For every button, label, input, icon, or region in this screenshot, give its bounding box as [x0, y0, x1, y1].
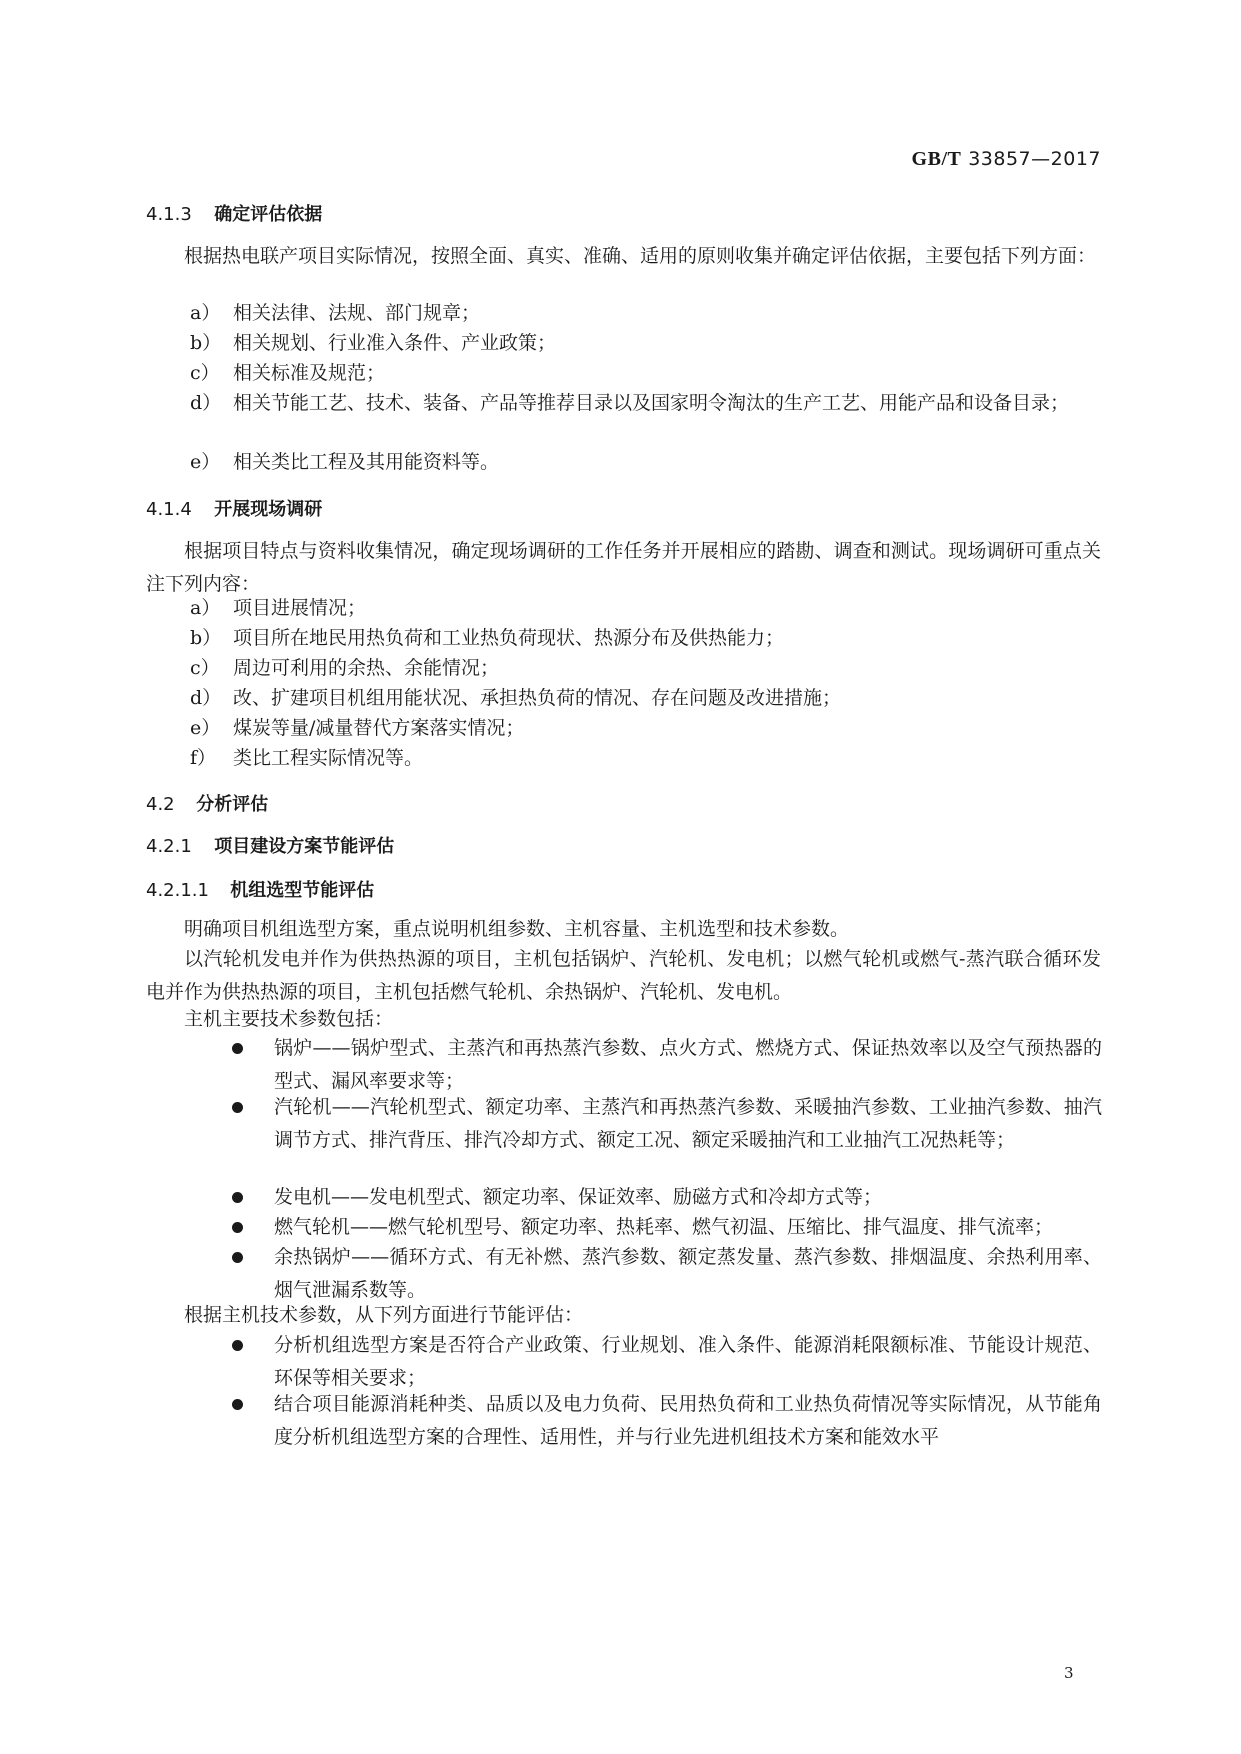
heading-4-1-4: [146, 495, 1101, 521]
paragraph: 明确项目机组选型方案，重点说明机组参数、主机容量、主机选型和技术参数。: [184, 918, 850, 940]
bullet-dot-icon: [232, 1222, 243, 1233]
heading-4-2-1-1: [146, 876, 1101, 902]
document-page: GB/T 33857—2017 4.1.3 确定评估依据 根据热电联产项目实际情况，按照全面、真实、准确、适用的原则收集并确定评估依据，主要包括下列方面： a） 相关法律、法规、部门规章； b） 相关规划、行业准入条件、产业政策； c） 相关标准及规范； d） 相关节能工艺、技术、装备、产品等推荐目录以及国家明令淘汰的生产工艺、用能产品和设备目录； e） 相关类比工程及其用能资料等。 4.1.4 开展现场调研 根据项目特点与资料收集情况，确定现场调研的工作任务并开展相应的踏勘、调查和测试。现场调研可重点关注下列内容： a） 项目进展情况； b） 项目所在地民用热负荷和工业热负荷现状、热源分布及供热能力； c） 周边可利用的余热、余能情况； d） 改、扩建项目机组用能状况、承担热负荷的情况、存在问题及改进措施； e） 煤炭等量/减量替代方案落实情况； f） 类比工程实际情况等。 4.2 分析评估 4.2.1 项目建设方案节能评估 4.2.1.1 机组选型节能评估 明确项目机组选型方案，重点说明机组参数、主机容量、主机选型和技术参数。 以汽轮机发电并作为供热热源的项目，主机包括锅炉、汽轮机、发电机；以燃气轮机或燃气-蒸汽联合循环发电并作为供热热源的项目，主机包括燃气轮机、余热锅炉、汽轮机、发电机。 主机主要技术参数包括： 锅炉——锅炉型式、主蒸汽和再热蒸汽参数、点火方式、燃烧方式、保证热效率以及空气预热器的型式、漏风率要求等； 汽轮机——汽轮机型式、额定功率、主蒸汽和再热蒸汽参数、采暖抽汽参数、工业抽汽参数、抽汽调节方式、排汽背压、排汽冷却方式、额定工况、额定采暖抽汽和工业抽汽工况热耗等； 发电机——发电机型式、额定功率、保证效率、励磁方式和冷却方式等； 燃气轮机——燃气轮机型号、额定功率、热耗率、燃气初温、压缩比、排气温度、排气流率； 余热锅炉——循环方式、有无补燃、蒸汽参数、额定蒸发量、蒸汽参数、排烟温度、余热利用率、烟气泄漏系数等。 根据主机技术参数，从下列方面进行节能评估： 分析机组选型方案是否符合产业政策、行业规划、准入条件、能源消耗限额标准、节能设计规范、环保等相关要求； 结合项目能源消耗种类、品质以及电力负荷、民用热负荷和工业热负荷情况等实际情况，从节能角度分析机组选型方案的合理性、适用性，并与行业先进机组技术方案和能效水平 3: [146, 148, 1102, 1682]
standard-code: 33857—2017: [968, 148, 1101, 170]
bullet-dot-icon: [232, 1043, 243, 1054]
paragraph: 以汽轮机发电并作为供热热源的项目，主机包括锅炉、汽轮机、发电机；以燃气轮机或燃气-蒸汽联合循环发电并作为供热热源的项目，主机包括燃气轮机、余热锅炉、汽轮机、发电机。: [146, 948, 1101, 1003]
heading-4-2: [146, 790, 1101, 816]
section-number: 4.1.4: [146, 499, 192, 520]
heading-4-1-3: [146, 200, 1101, 226]
bullet-dot-icon: [232, 1252, 243, 1263]
section-title: 分析评估: [196, 794, 269, 815]
section-title: 机组选型节能评估: [230, 880, 375, 901]
paragraph: 主机主要技术参数包括：: [184, 1008, 394, 1030]
bullet-dot-icon: [232, 1102, 243, 1113]
paragraph: 根据主机技术参数，从下列方面进行节能评估：: [184, 1304, 584, 1326]
section-number: 4.2.1.1: [146, 880, 209, 901]
page-number: 3: [1064, 1664, 1074, 1682]
section-number: 4.2: [146, 794, 175, 815]
bullet-dot-icon: [232, 1192, 243, 1203]
heading-4-2-1: [146, 832, 1101, 858]
section-title: 项目建设方案节能评估: [214, 836, 395, 857]
paragraph: 根据项目特点与资料收集情况，确定现场调研的工作任务并开展相应的踏勘、调查和测试。现场调研可重点关注下列内容：: [146, 540, 1101, 595]
section-number: 4.1.3: [146, 204, 192, 225]
section-number: 4.2.1: [146, 836, 192, 857]
paragraph: 根据热电联产项目实际情况，按照全面、真实、准确、适用的原则收集并确定评估依据，主要包括下列方面：: [184, 245, 1097, 267]
standard-number-header: [912, 146, 1101, 171]
bullet-dot-icon: [232, 1340, 243, 1351]
section-title: 确定评估依据: [214, 204, 323, 225]
section-title: 开展现场调研: [214, 499, 323, 520]
bullet-dot-icon: [232, 1399, 243, 1410]
standard-prefix: GB/T: [911, 148, 962, 170]
